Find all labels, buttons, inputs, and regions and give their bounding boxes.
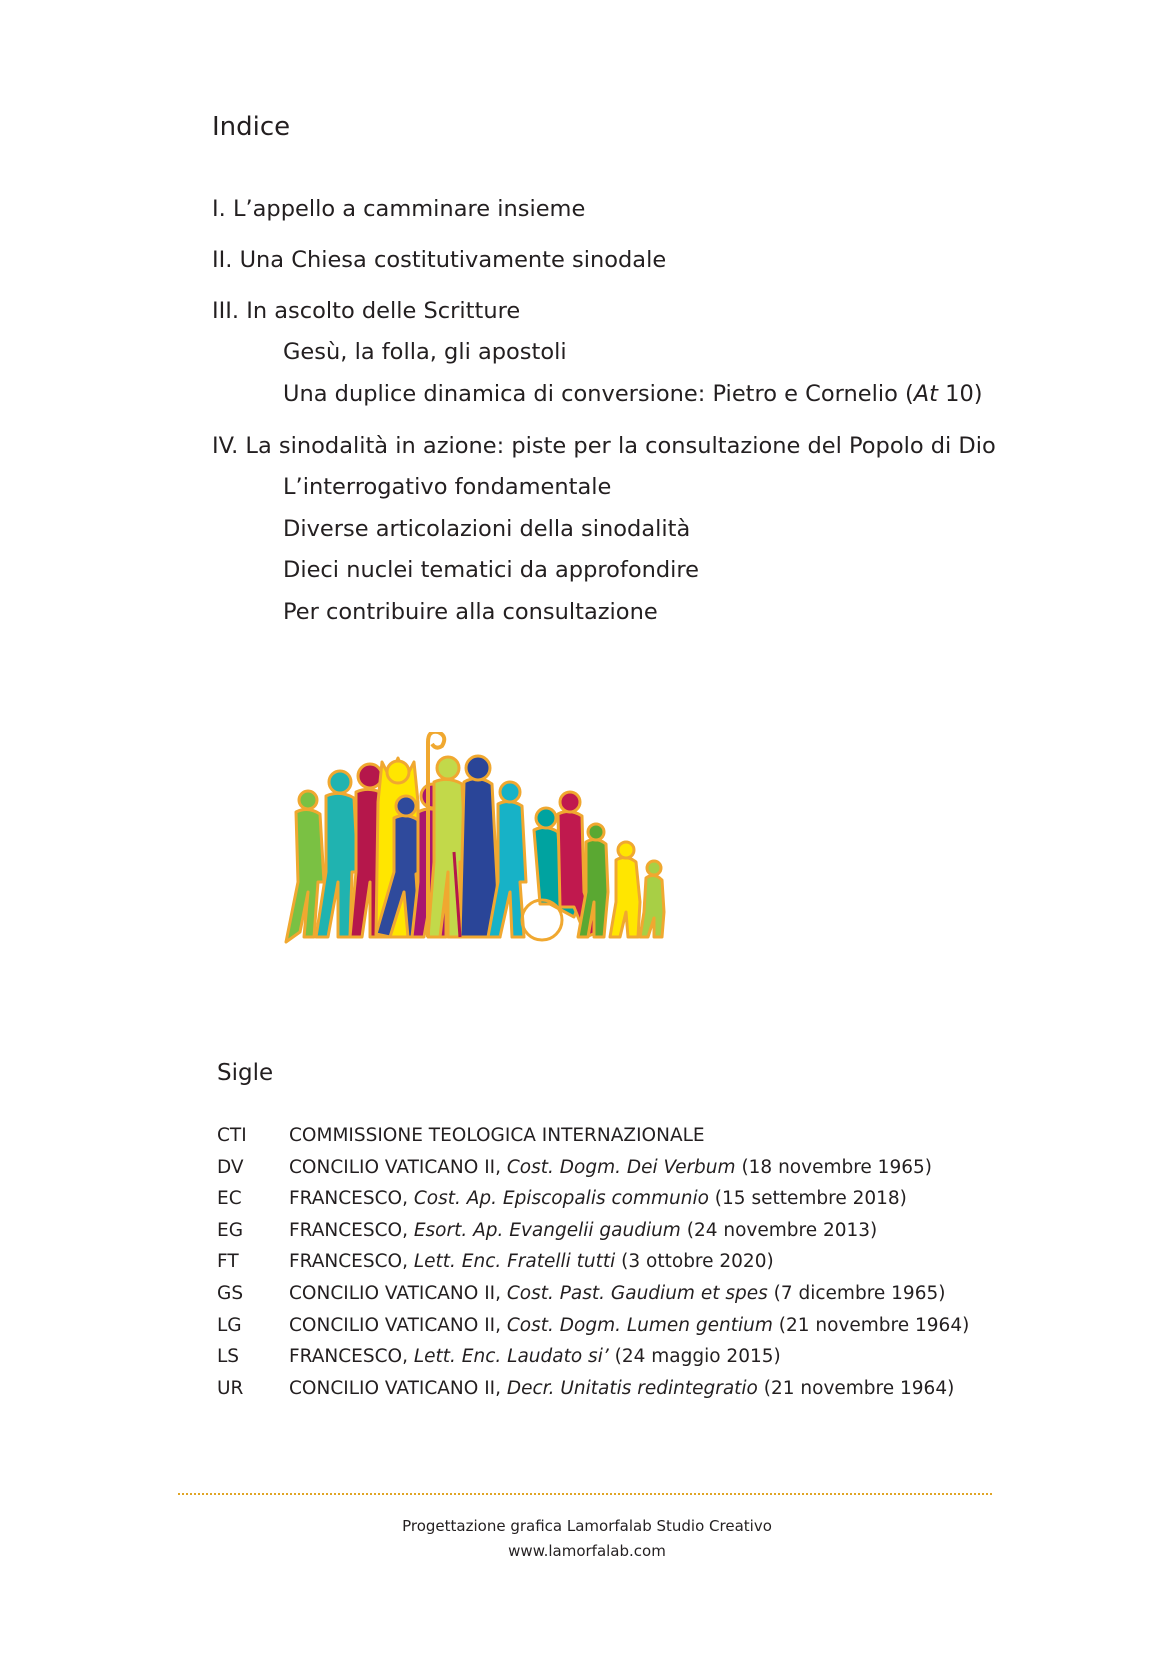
abbreviation-description <box>289 1188 907 1209</box>
abbreviation-description <box>289 1220 877 1241</box>
abbreviation-work: Decr. Unitatis redintegratio <box>506 1378 758 1399</box>
abbreviation-description <box>289 1346 781 1367</box>
figure-head <box>387 761 409 783</box>
abbreviation-work: Cost. Dogm. Dei Verbum <box>506 1157 736 1178</box>
abbreviation-author: FRANCESCO, <box>289 1346 414 1367</box>
figure-child-yellow <box>610 842 640 937</box>
abbreviation-description <box>289 1315 969 1336</box>
abbreviation-code: CTI <box>217 1125 247 1146</box>
abbreviation-code: DV <box>217 1157 244 1178</box>
figure-head <box>560 792 580 812</box>
figure-head <box>396 796 416 816</box>
abbreviation-description <box>289 1157 932 1178</box>
toc-section-3-2-italic: At <box>913 381 938 407</box>
abbreviation-author: FRANCESCO, <box>289 1220 414 1241</box>
abbreviation-date: (24 novembre 2013) <box>680 1220 878 1241</box>
abbreviation-code: EC <box>217 1188 242 1209</box>
abbreviation-work: Cost. Ap. Episcopalis communio <box>413 1188 709 1209</box>
figure-head <box>647 861 661 875</box>
abbreviation-date: (18 novembre 1965) <box>735 1157 932 1178</box>
abbreviation-author: FRANCESCO, <box>289 1251 414 1272</box>
abbreviation-author: CONCILIO VATICANO II, <box>289 1378 507 1399</box>
abbreviation-code: LS <box>217 1346 240 1367</box>
figure-head <box>618 842 634 858</box>
wheelchair-wheel-icon <box>522 900 562 940</box>
footer-divider <box>178 1493 992 1495</box>
abbreviation-date: (3 ottobre 2020) <box>615 1251 774 1272</box>
toc-section-3-2-text-end: 10) <box>938 381 983 407</box>
abbreviation-code: LG <box>217 1315 242 1336</box>
abbreviation-author: CONCILIO VATICANO II, <box>289 1283 507 1304</box>
toc-chapter-2[interactable]: II. Una Chiesa costitutivamente sinodale <box>212 247 667 273</box>
toc-section-3-2-text: Una duplice dinamica di conversione: Pietro e Cornelio ( <box>283 381 914 407</box>
toc-section-3-2[interactable] <box>283 383 983 406</box>
figure-head <box>466 756 490 780</box>
abbreviation-work: Lett. Enc. Fratelli tutti <box>413 1251 616 1272</box>
abbreviation-work: Cost. Past. Gaudium et spes <box>506 1283 768 1304</box>
footer-credit: Progettazione grafica Lamorfalab Studio Creativo <box>402 1517 772 1535</box>
toc-chapter-4[interactable]: IV. La sinodalità in azione: piste per la consultazione del Popolo di Dio <box>212 433 996 459</box>
index-title: Indice <box>212 112 291 142</box>
abbreviation-description <box>289 1125 705 1146</box>
abbreviation-work: Cost. Dogm. Lumen gentium <box>506 1315 773 1336</box>
figure-head <box>500 782 520 802</box>
figure-head <box>329 771 351 793</box>
abbreviation-author: COMMISSIONE TEOLOGICA INTERNAZIONALE <box>289 1125 705 1146</box>
figure-toddler-lime <box>640 861 664 937</box>
abbreviation-date: (21 novembre 1964) <box>757 1378 955 1399</box>
toc-section-3-1[interactable]: Gesù, la folla, gli apostoli <box>283 339 567 365</box>
footer-website-link[interactable]: www.lamorfalab.com <box>508 1542 666 1560</box>
abbreviation-description <box>289 1378 954 1399</box>
abbreviation-code: GS <box>217 1283 244 1304</box>
abbreviation-code: UR <box>217 1378 244 1399</box>
figure-head <box>536 808 556 828</box>
abbreviation-date: (15 settembre 2018) <box>708 1188 907 1209</box>
figure-head <box>588 824 604 840</box>
abbreviation-work: Esort. Ap. Evangelii gaudium <box>413 1220 681 1241</box>
toc-section-4-1[interactable]: L’interrogativo fondamentale <box>283 474 612 500</box>
abbreviation-work: Lett. Enc. Laudato si’ <box>413 1346 609 1367</box>
synod-crowd-illustration <box>278 732 708 982</box>
toc-section-4-2[interactable]: Diverse articolazioni della sinodalità <box>283 516 691 542</box>
abbreviations-title: Sigle <box>217 1060 274 1086</box>
toc-chapter-1[interactable]: I. L’appello a camminare insieme <box>212 196 586 222</box>
abbreviation-code: FT <box>217 1251 239 1272</box>
figure-body <box>640 875 664 937</box>
toc-section-4-3[interactable]: Dieci nuclei tematici da approfondire <box>283 557 699 583</box>
abbreviation-author: FRANCESCO, <box>289 1188 414 1209</box>
abbreviation-author: CONCILIO VATICANO II, <box>289 1315 507 1336</box>
abbreviation-description <box>289 1283 945 1304</box>
abbreviation-author: CONCILIO VATICANO II, <box>289 1157 507 1178</box>
abbreviation-code: EG <box>217 1220 244 1241</box>
figure-body <box>610 857 640 937</box>
toc-section-4-4[interactable]: Per contribuire alla consultazione <box>283 599 658 625</box>
abbreviation-date: (21 novembre 1964) <box>772 1315 970 1336</box>
figure-head <box>437 757 459 779</box>
abbreviation-date: (7 dicembre 1965) <box>767 1283 946 1304</box>
abbreviation-description <box>289 1251 774 1272</box>
abbreviation-date: (24 maggio 2015) <box>608 1346 781 1367</box>
figure-head <box>299 791 317 809</box>
toc-chapter-3[interactable]: III. In ascolto delle Scritture <box>212 298 521 324</box>
